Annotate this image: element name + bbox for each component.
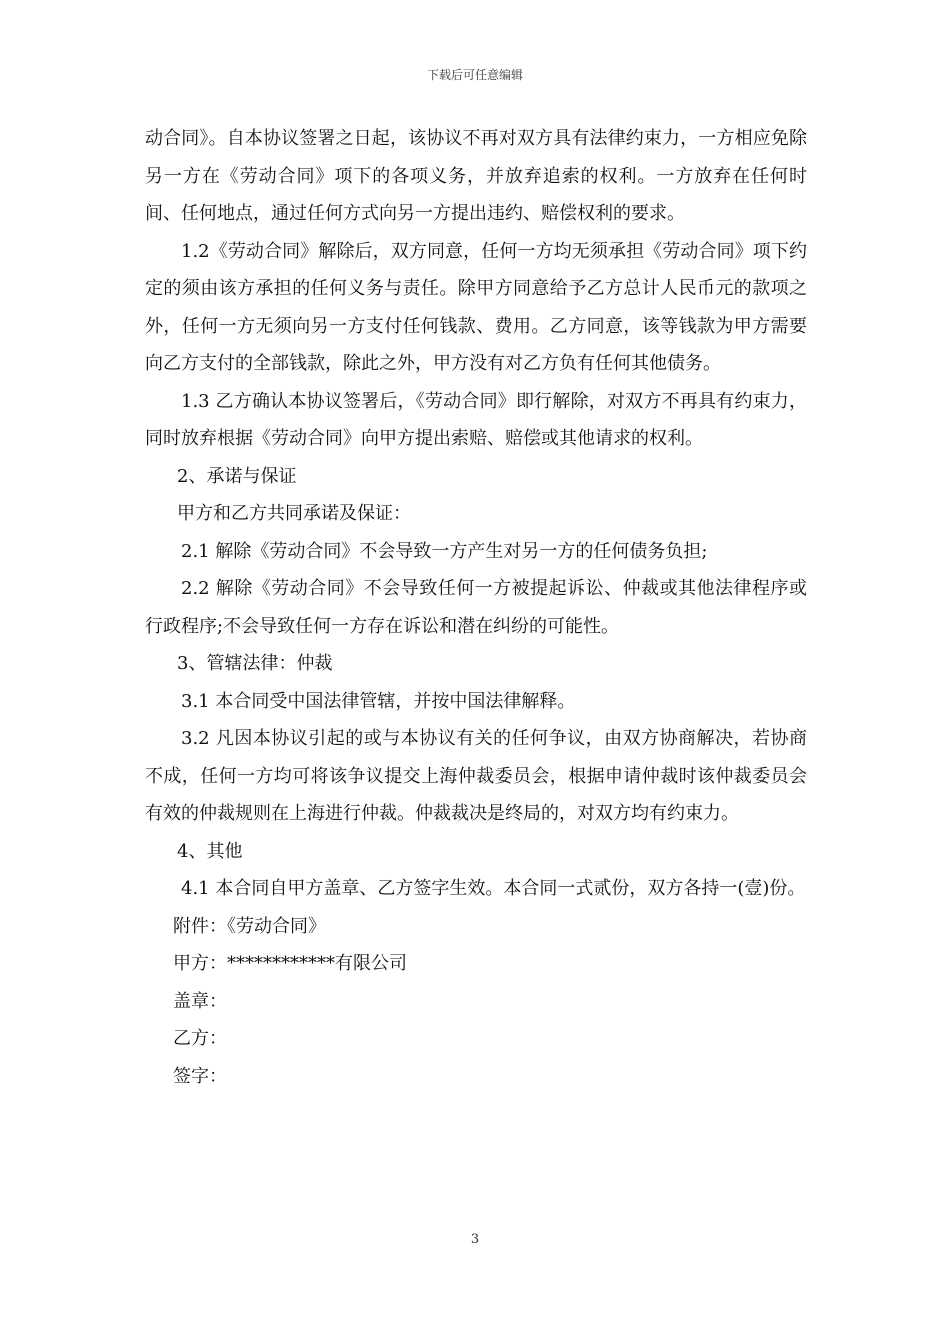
paragraph-commitment-intro: 甲方和乙方共同承诺及保证：	[177, 503, 411, 524]
party-b-line: 乙方：	[173, 1028, 227, 1049]
page-number: 3	[470, 1232, 480, 1247]
seal-line: 盖章：	[173, 990, 227, 1012]
party-a-line: 甲方：************有限公司	[173, 953, 407, 974]
section-heading-2: 2、承诺与保证	[177, 465, 297, 487]
sign-line: 签字：	[173, 1065, 227, 1087]
paragraph-termination-effect: 动合同》。自本协议签署之日起，该协议不再对双方具有法律约束力，一方相应免除另一方在《劳动合同》项下的各项义务，并放弃追索的权利。一方放弃在任何时间、任何地点，通过任何方式向另一方提出违约、赔偿权利的要求。	[145, 128, 807, 224]
paragraph-2-2: 2.2 解除《劳动合同》不会导致任何一方被提起诉讼、仲裁或其他法律程序或行政程序;不会导致任何一方存在诉讼和潜在纠纷的可能性。	[145, 578, 807, 637]
attachment-line: 附件：《劳动合同》	[173, 915, 326, 937]
paragraph-1-3: 1.3 乙方确认本协议签署后，《劳动合同》即行解除，对双方不再具有约束力，同时放弃根据《劳动合同》向甲方提出索赔、赔偿或其他请求的权利。	[145, 390, 807, 449]
paragraph-3-1: 3.1 本合同受中国法律管辖，并按中国法律解释。	[181, 690, 576, 712]
paragraph-3-2: 3.2 凡因本协议引起的或与本协议有关的任何争议，由双方协商解决，若协商不成，任何一方均可将该争议提交上海仲裁委员会，根据申请仲裁时该仲裁委员会有效的仲裁规则在上海进行仲裁。仲裁裁决是终局的，对双方均有约束力。	[145, 728, 807, 824]
document-body	[145, 120, 807, 1095]
paragraph-2-1: 2.1 解除《劳动合同》不会导致一方产生对另一方的任何债务负担;	[181, 540, 708, 562]
paragraph-1-2: 1.2《劳动合同》解除后，双方同意，任何一方均无须承担《劳动合同》项下约定的须由该方承担的任何义务与责任。除甲方同意给予乙方总计人民币元的款项之外，任何一方无须向另一方支付任何钱款、费用。乙方同意，该等钱款为甲方需要向乙方支付的全部钱款，除此之外，甲方没有对乙方负有任何其他债务。	[145, 240, 807, 374]
section-heading-4: 4、其他	[177, 840, 243, 862]
paragraph-4-1: 4.1 本合同自甲方盖章、乙方签字生效。本合同一式贰份，双方各持一(壹)份。	[181, 878, 806, 899]
section-heading-3: 3、管辖法律：仲裁	[177, 653, 333, 674]
page-header: 下载后可任意编辑	[426, 68, 523, 82]
